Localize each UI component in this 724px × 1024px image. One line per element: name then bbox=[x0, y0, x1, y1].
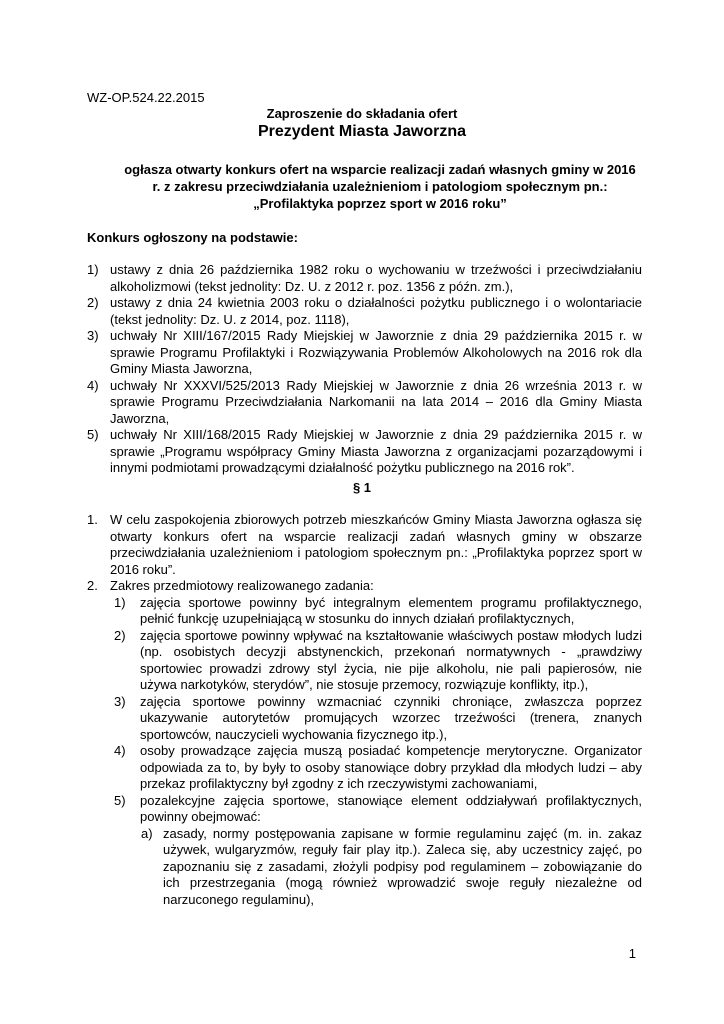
item-number: 5) bbox=[114, 792, 126, 808]
item-number: 2) bbox=[114, 627, 126, 643]
item-number: 2) bbox=[87, 295, 99, 310]
item-text: W celu zaspokojenia zbiorowych potrzeb mieszkańców Gminy Miasta Jaworzna ogłasza się otwarty konkurs ofert na wsparcie realizacji zadań własnych gminy w obszarze przeciwdziałania uzależnieniom i patologiom społecznym pn.: „Profilaktyka poprzez sport w 2016 roku”. bbox=[110, 512, 642, 577]
basis-list bbox=[87, 262, 642, 477]
list-item bbox=[87, 595, 642, 628]
item-text: uchwały Nr XIII/168/2015 Rady Miejskiej w Jaworznie z dnia 29 października 2015 r. w sprawie „Programu współpracy Gminy Miasta Jaworzna z organizacjami pozarządowymi i innymi podmiotami prowadzącymi działalność pożytku publicznego na 2016 rok”. bbox=[110, 427, 642, 475]
item-number: 1) bbox=[87, 262, 99, 277]
title-invitation: Zaproszenie do składania ofert bbox=[266, 106, 458, 121]
item-text: zasady, normy postępowania zapisane w formie regulaminu zajęć (m. in. zakaz używek, wulgaryzmów, reguły fair play itp.). Zaleca się, aby uczestnicy zajęć, po zapoznaniu się z zasadami, złożyli podpisy pod regulaminem – zobowiązanie do ich przestrzegania (mogą również wprowadzić swoje reguły niezależne od narzuconego regulaminu), bbox=[163, 825, 642, 907]
list-item bbox=[87, 427, 642, 477]
item-text: osoby prowadzące zajęcia muszą posiadać kompetencje merytoryczne. Organizator odpowiada za to, by były to osoby stanowiące dobry przykład dla młodych ludzi – aby przekaz profilaktyczny był zgodny z ich rzeczywistymi zachowaniami, bbox=[140, 743, 642, 791]
section-1-body bbox=[87, 512, 642, 908]
list-item bbox=[87, 295, 642, 328]
item-text: pozalekcyjne zajęcia sportowe, stanowiące element oddziaływań profilaktycznych, powinny obejmować: bbox=[140, 792, 642, 824]
list-item bbox=[87, 694, 642, 744]
item-text: Zakres przedmiotowy realizowanego zadania: bbox=[110, 578, 374, 593]
item-text: uchwały Nr XIII/167/2015 Rady Miejskiej w Jaworznie z dnia 29 października 2015 r. w sprawie Programu Profilaktyki i Rozwiązywania Problemów Alkoholowych na 2016 rok dla Gminy Miasta Jaworzna, bbox=[110, 328, 642, 376]
item-number: 3) bbox=[114, 693, 126, 709]
item-number: 2. bbox=[87, 578, 98, 593]
item-number: 1) bbox=[114, 594, 126, 610]
basis-heading: Konkurs ogłoszony na podstawie: bbox=[87, 230, 298, 245]
item-number: a) bbox=[141, 825, 153, 841]
list-item bbox=[87, 628, 642, 694]
item-text: zajęcia sportowe powinny być integralnym elementem programu profilaktycznego, pełnić funkcję uzupełniającą w stosunku do innych działań profilaktycznych, bbox=[140, 594, 642, 626]
list-item bbox=[87, 512, 642, 578]
item-number: 4) bbox=[114, 743, 126, 758]
announcement-lead: ogłasza otwarty konkurs ofert na wsparcie realizacji zadań własnych gminy w 2016 r. z zakresu przeciwdziałania uzależnieniom i patologiom społecznym pn.: „Profilaktyka poprzez sport w 2016 roku” bbox=[124, 162, 636, 211]
item-number: 5) bbox=[87, 427, 99, 442]
item-text: ustawy z dnia 24 kwietnia 2003 roku o działalności pożytku publicznego i o wolontariacie (tekst jednolity: Dz. U. z 2014, poz. 1118), bbox=[110, 295, 642, 327]
list-item bbox=[87, 378, 642, 428]
section-heading: § 1 bbox=[352, 480, 372, 495]
item-text: zajęcia sportowe powinny wpływać na kształtowanie właściwych postaw młodych ludzi (np. osobistych decyzji abstynenckich, przekonań normatywnych - „prawdziwy sportowiec prowadzi zdrowy styl życia, nie pije alkoholu, nie pali papierosów, nie używa narkotyków, sterydów”, nie stosuje przemocy, rozwiązuje konflikty, itp.), bbox=[140, 627, 642, 692]
item-number: 4) bbox=[87, 377, 99, 393]
list-item bbox=[87, 262, 642, 295]
page-number: 1 bbox=[628, 946, 636, 961]
item-number: 1. bbox=[87, 512, 98, 527]
item-text: ustawy z dnia 26 października 1982 roku o wychowaniu w trzeźwości i przeciwdziałaniu alkoholizmowi (tekst jednolity: Dz. U. z 2012 r. poz. 1356 z późn. zm.), bbox=[110, 262, 642, 294]
item-text: zajęcia sportowe powinny wzmacniać czynniki chroniące, zwłaszcza poprzez ukazywanie autorytetów promujących wzorzec trzeźwości (trenera, znanych sportowców, nauczycieli wychowania fizycznego itp.), bbox=[140, 693, 642, 742]
list-item bbox=[87, 743, 642, 793]
title-issuer: Prezydent Miasta Jaworzna bbox=[257, 123, 467, 140]
list-item bbox=[87, 328, 642, 378]
list-item bbox=[87, 793, 642, 826]
list-item bbox=[87, 578, 642, 595]
reference-number: WZ-OP.524.22.2015 bbox=[87, 90, 205, 105]
list-item bbox=[87, 826, 642, 909]
item-number: 3) bbox=[87, 328, 99, 343]
item-text: uchwały Nr XXXVI/525/2013 Rady Miejskiej w Jaworznie z dnia 26 września 2013 r. w sprawie Programu Przeciwdziałania Narkomanii na lata 2014 – 2016 dla Gminy Miasta Jaworzna, bbox=[110, 377, 642, 426]
